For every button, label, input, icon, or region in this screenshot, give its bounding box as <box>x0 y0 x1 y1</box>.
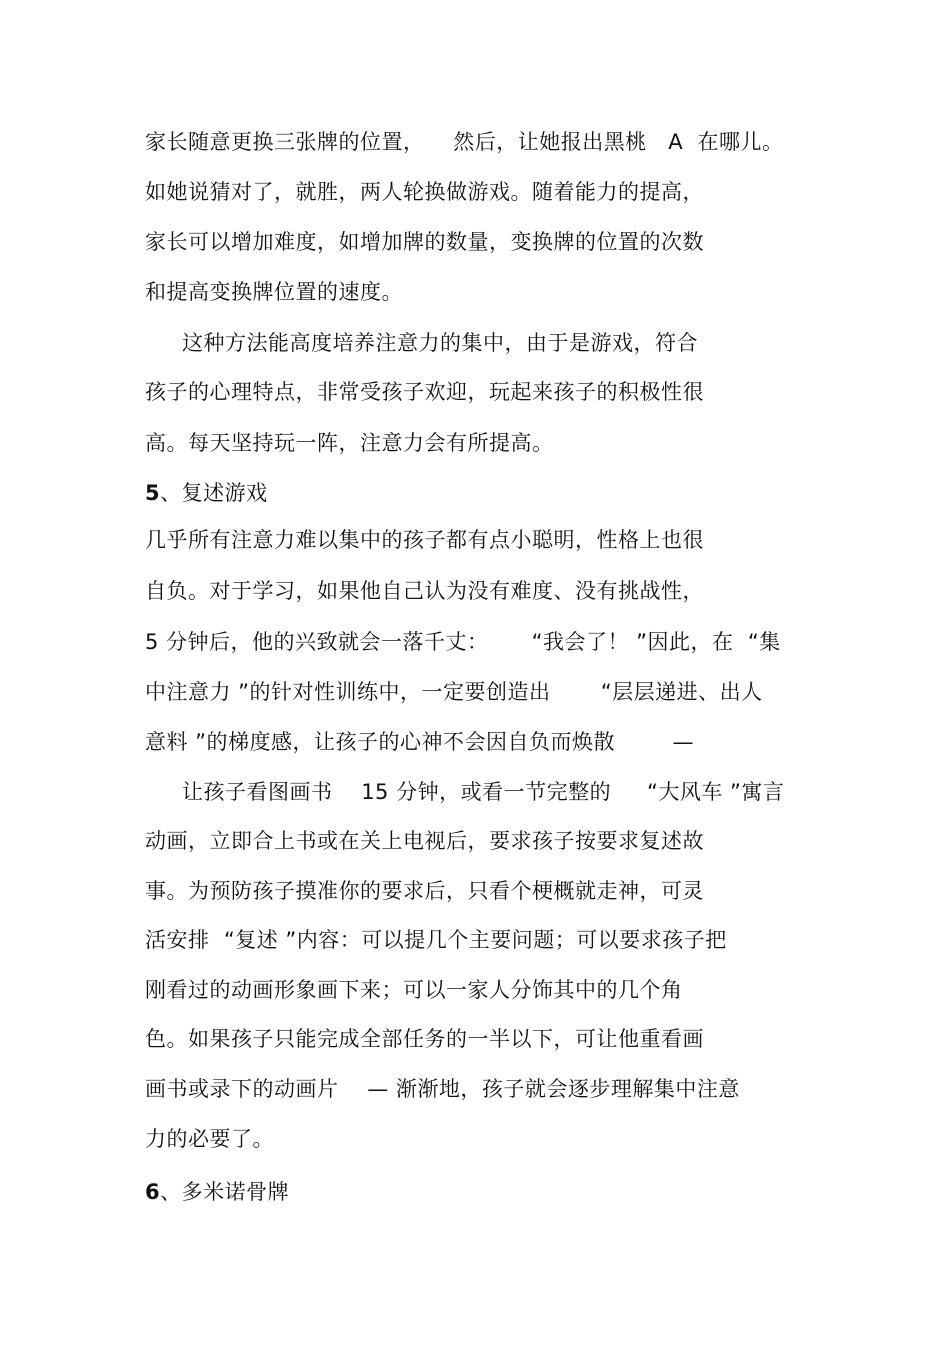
section-5-title: 、复述游戏 <box>160 481 268 505</box>
paragraph-1-line-2: 如她说猜对了，就胜，两人轮换做游戏。随着能力的提高， <box>145 180 704 204</box>
paragraph-4-line-3: 事。为预防孩子摸准你的要求后，只看个梗概就走神，可灵 <box>145 879 704 903</box>
paragraph-4-line-5: 刚看过的动画形象画下来；可以一家人分饰其中的几个角 <box>145 978 683 1002</box>
paragraph-4-line-2: 动画，立即合上书或在关上电视后，要求孩子按要求复述故 <box>145 829 704 853</box>
paragraph-4-line-8: 力的必要了。 <box>145 1127 274 1151</box>
paragraph-3-line-1: 几乎所有注意力难以集中的孩子都有点小聪明，性格上也很 <box>145 528 704 552</box>
paragraph-4-line-6: 色。如果孩子只能完成全部任务的一半以下，可让他重看画 <box>145 1027 704 1051</box>
paragraph-4-line-4: 活安排 “复述 ”内容：可以提几个主要问题；可以要求孩子把 <box>145 928 727 952</box>
paragraph-3-line-5: 意料 ”的梯度感，让孩子的心神不会因自负而焕散 — <box>145 730 694 754</box>
paragraph-2-line-3: 高。每天坚持玩一阵，注意力会有所提高。 <box>145 431 554 455</box>
section-5-heading <box>145 478 268 508</box>
section-6-number: 6 <box>145 1180 161 1204</box>
paragraph-1-line-1: 家长随意更换三张牌的位置， 然后，让她报出黑桃 A 在哪儿。 <box>145 130 784 154</box>
section-5-number: 5 <box>145 481 161 505</box>
paragraph-4-line-1: 让孩子看图画书 15 分钟，或看一节完整的 “大风车 ”寓言 <box>182 780 785 804</box>
paragraph-3-line-2: 自负。对于学习，如果他自己认为没有难度、没有挑战性， <box>145 579 704 603</box>
paragraph-3-line-4: 中注意力 ”的针对性训练中，一定要创造出 “层层递进、出人 <box>145 680 763 704</box>
section-6-heading <box>145 1177 289 1207</box>
paragraph-2-line-2: 孩子的心理特点，非常受孩子欢迎，玩起来孩子的积极性很 <box>145 380 704 404</box>
paragraph-2-line-1: 这种方法能高度培养注意力的集中，由于是游戏，符合 <box>182 331 698 355</box>
paragraph-3-line-3: 5 分钟后，他的兴致就会一落千丈： “我会了！ ”因此，在 “集 <box>145 630 781 654</box>
paragraph-1-line-3: 家长可以增加难度，如增加牌的数量，变换牌的位置的次数 <box>145 230 704 254</box>
section-6-title: 、多米诺骨牌 <box>160 1180 290 1204</box>
paragraph-4-line-7: 画书或录下的动画片 — 渐渐地，孩子就会逐步理解集中注意 <box>145 1077 740 1101</box>
paragraph-1-line-4: 和提高变换牌位置的速度。 <box>145 280 403 304</box>
